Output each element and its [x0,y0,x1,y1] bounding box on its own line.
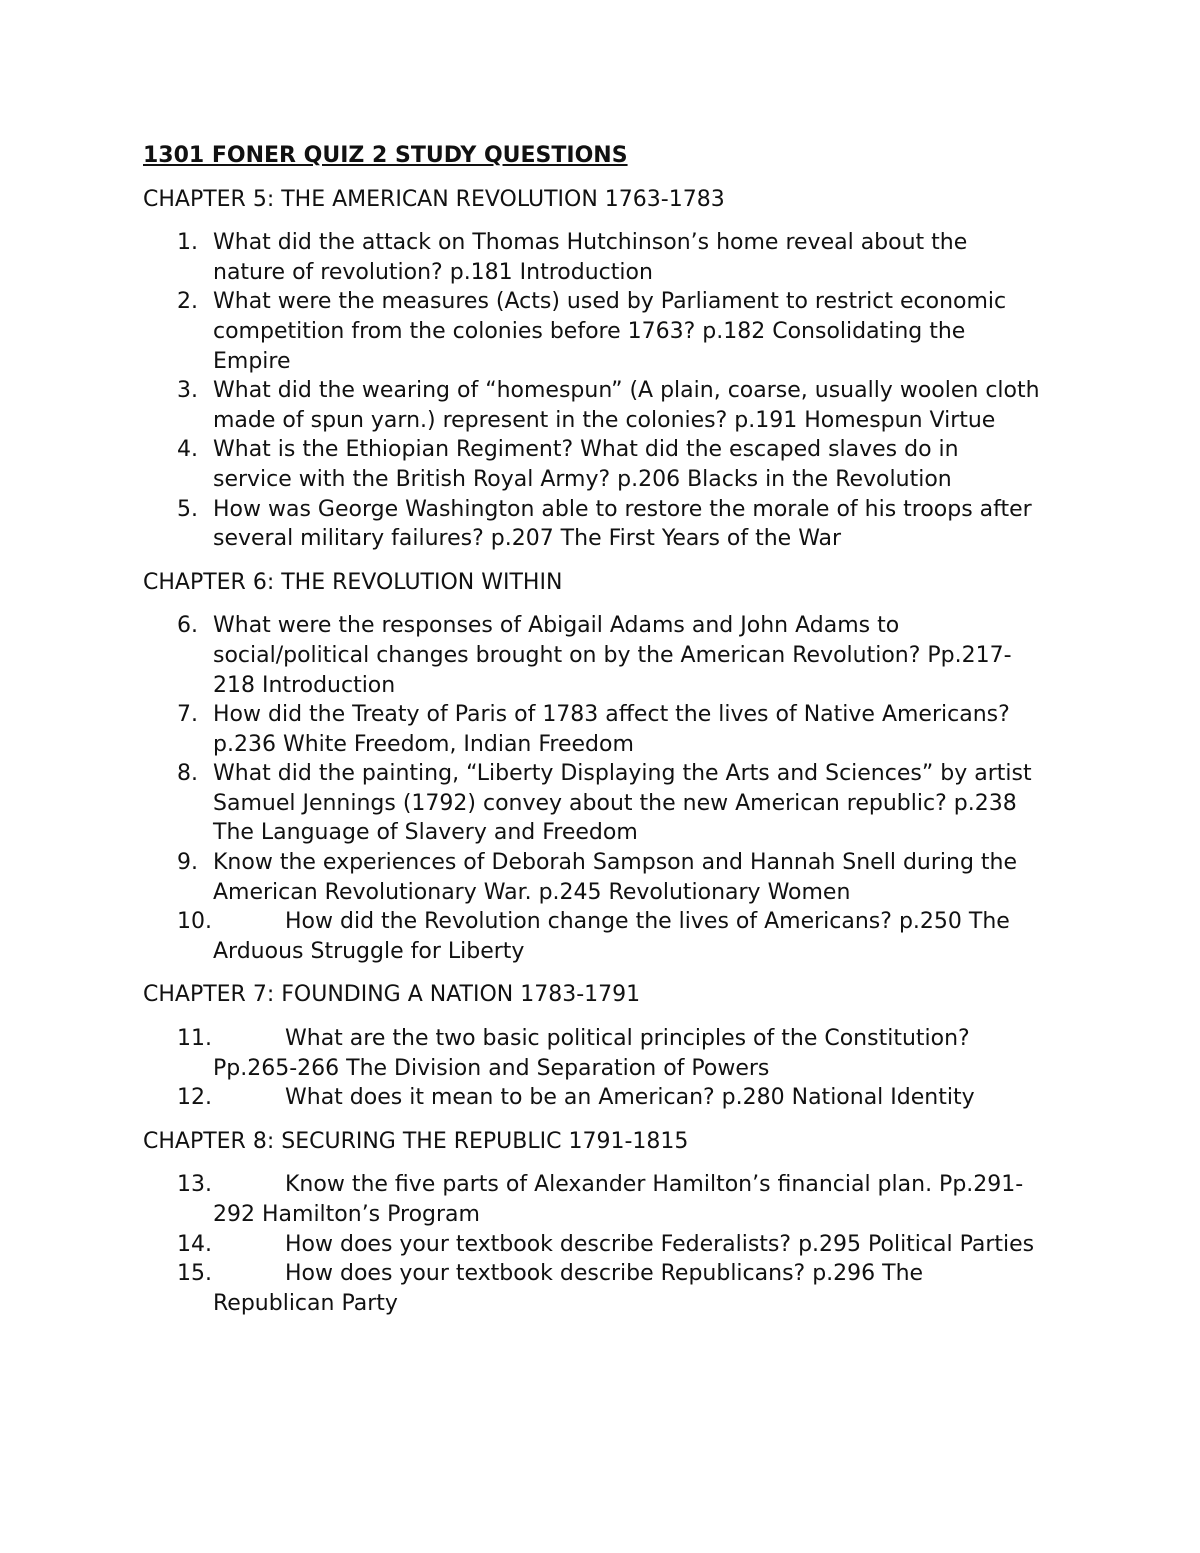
question-text: How does your textbook describe Federalists? p.295 Political Parties [285,1231,1035,1257]
question-text: Know the five parts of Alexander Hamilton’s financial plan. Pp.291-292 Hamilton’s Program [213,1172,1024,1227]
question-number: 8. [177,761,198,787]
question-text: What did the attack on Thomas Hutchinson’s home reveal about the nature of revolution? p.181 Introduction [213,230,968,285]
question-list [143,1170,1043,1318]
question-item [143,1083,1043,1113]
question-number: 11. [177,1026,212,1052]
question-number: 10. [177,909,212,935]
question-list [143,1024,1043,1113]
document-body [143,141,1043,1332]
question-item [143,700,1043,759]
question-list [143,611,1043,966]
chapter-heading: CHAPTER 8: SECURING THE REPUBLIC 1791-1815 [143,1128,689,1154]
question-text: What did the painting, “Liberty Displaying the Arts and Sciences” by artist Samuel Jennings (1792) convey about the new American republic? p.238 The Language of Slavery and Freedom [213,761,1032,846]
question-text: What is the Ethiopian Regiment? What did the escaped slaves do in service with the British Royal Army? p.206 Blacks in the Revolution [213,437,959,492]
question-number: 6. [177,613,198,639]
question-item [143,1170,1043,1229]
question-text: What were the responses of Abigail Adams and John Adams to social/political changes brought on by the American Revolution? Pp.217-218 Introduction [213,613,1012,698]
question-number: 12. [177,1085,212,1111]
question-text: What were the measures (Acts) used by Parliament to restrict economic competition from the colonies before 1763? p.182 Consolidating the Empire [213,289,1007,374]
question-text: How did the Revolution change the lives of Americans? p.250 The Arduous Struggle for Liberty [213,909,1010,964]
chapter-heading: CHAPTER 5: THE AMERICAN REVOLUTION 1763-1783 [143,186,725,212]
question-text: What did the wearing of “homespun” (A plain, coarse, usually woolen cloth made of spun yarn.) represent in the colonies? p.191 Homespun Virtue [213,378,1040,433]
question-item [143,287,1043,376]
question-item [143,435,1043,494]
question-item [143,1259,1043,1318]
question-item [143,848,1043,907]
question-item [143,907,1043,966]
question-number: 9. [177,850,198,876]
question-number: 1. [177,230,198,256]
question-item [143,228,1043,287]
question-number: 13. [177,1172,212,1198]
question-number: 5. [177,496,198,522]
question-item [143,495,1043,554]
question-item [143,759,1043,848]
question-number: 4. [177,437,198,463]
question-text: How does your textbook describe Republicans? p.296 The Republican Party [213,1261,924,1316]
question-text: How was George Washington able to restore the morale of his troops after several military failures? p.207 The First Years of the War [213,496,1032,552]
question-item [143,1024,1043,1083]
chapter-heading: CHAPTER 7: FOUNDING A NATION 1783-1791 [143,982,641,1008]
chapter-heading: CHAPTER 6: THE REVOLUTION WITHIN [143,569,563,595]
question-number: 7. [177,702,198,728]
question-number: 15. [177,1261,212,1287]
question-item [143,611,1043,700]
question-text: How did the Treaty of Paris of 1783 affect the lives of Native Americans? p.236 White Freedom, Indian Freedom [213,702,1010,757]
question-item [143,1230,1043,1260]
question-number: 3. [177,378,198,404]
document-title: 1301 FONER QUIZ 2 STUDY QUESTIONS [143,143,628,168]
question-text: Know the experiences of Deborah Sampson and Hannah Snell during the American Revolutionary War. p.245 Revolutionary Women [213,850,1018,905]
question-text: What does it mean to be an American? p.280 National Identity [285,1085,975,1111]
question-number: 2. [177,289,198,315]
question-item [143,376,1043,435]
question-number: 14. [177,1231,212,1257]
question-text: What are the two basic political principles of the Constitution? Pp.265-266 The Division and Separation of Powers [213,1026,970,1081]
question-list [143,228,1043,554]
